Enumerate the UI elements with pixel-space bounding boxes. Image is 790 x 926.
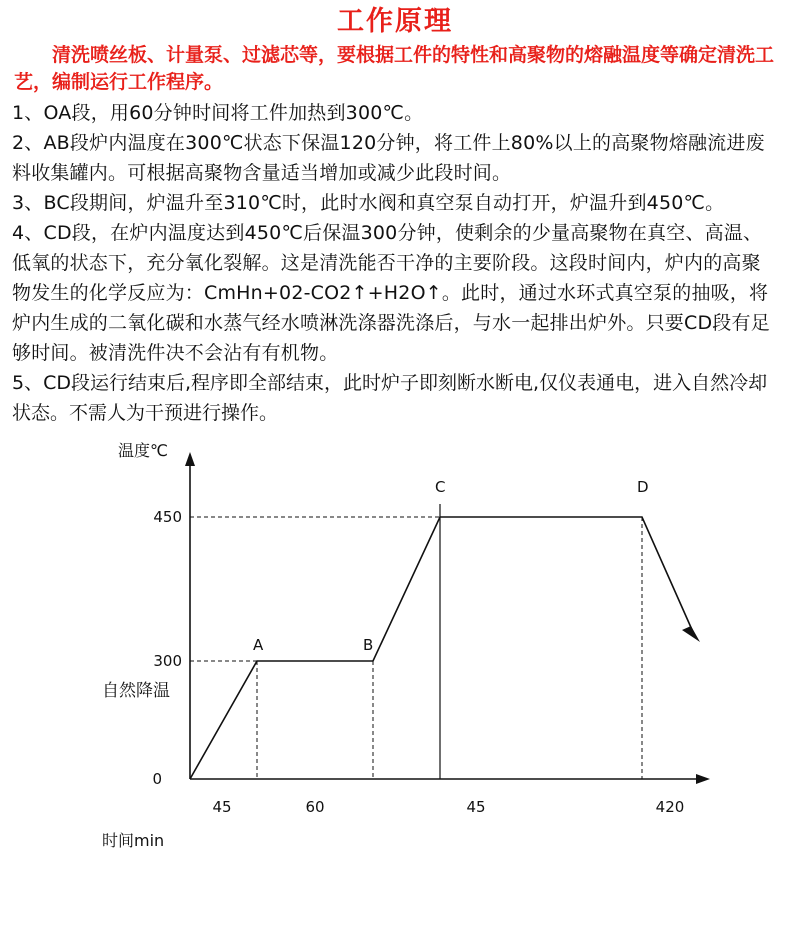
- point-label-b: B: [363, 636, 374, 654]
- cooling-arrow-icon: [682, 626, 700, 642]
- point-label-a: A: [253, 636, 264, 654]
- point-label-c: C: [435, 478, 446, 496]
- x-axis-arrow-icon: [696, 774, 710, 784]
- x-tick-2: 60: [305, 798, 325, 816]
- lead-paragraph: 清洗喷丝板、计量泵、过滤芯等，要根据工件的特性和高聚物的熔融温度等确定清洗工艺，编制运行工作程序。: [14, 44, 775, 93]
- y-tick-0: 0: [152, 770, 162, 788]
- temperature-curve: [190, 517, 693, 779]
- paragraph-4: 4、CD段，在炉内温度达到450℃后保温300分钟，使剩余的少量高聚物在真空、高温、低氧的状态下，充分氧化裂解。这是清洗能否干净的主要阶段。这段时间内，炉内的高聚物发生的化学反应为：CmHn+02-CO2↑+H2O↑。此时，通过水环式真空泵的抽吸，将炉内生成的二氧化碳和水蒸气经水喷淋洗涤器洗涤后，与水一起排出炉外。只要CD段有足够时间。被清洗件决不会沾有有机物。: [12, 222, 770, 364]
- x-tick-4: 420: [655, 798, 685, 816]
- natural-cooling-note: 自然降温: [102, 681, 170, 701]
- y-tick-450: 450: [153, 508, 182, 526]
- paragraph-2: 2、AB段炉内温度在300℃状态下保温120分钟，将工件上80%以上的高聚物熔融流进废料收集罐内。可根据高聚物含量适当增加或减少此段时间。: [12, 132, 765, 184]
- y-axis-label: 温度℃: [118, 441, 168, 460]
- document-page: [0, 6, 790, 926]
- y-tick-300: 300: [153, 652, 182, 670]
- y-axis-arrow-icon: [185, 452, 195, 466]
- x-tick-1: 45: [212, 798, 232, 816]
- paragraph-3: 3、BC段期间，炉温升至310℃时，此时水阀和真空泵自动打开，炉温升到450℃。: [12, 192, 725, 214]
- point-label-d: D: [637, 478, 649, 496]
- paragraph-1: 1、OA段，用60分钟时间将工件加热到300℃。: [12, 102, 424, 124]
- x-tick-3: 45: [466, 798, 486, 816]
- temperature-profile-chart: [10, 434, 780, 854]
- x-axis-label: 时间min: [102, 831, 165, 850]
- paragraph-5: 5、CD段运行结束后,程序即全部结束，此时炉子即刻断水断电,仅仪表通电，进入自然冷却状态。不需人为干预进行操作。: [12, 372, 768, 424]
- page-title: 工作原理: [337, 6, 453, 37]
